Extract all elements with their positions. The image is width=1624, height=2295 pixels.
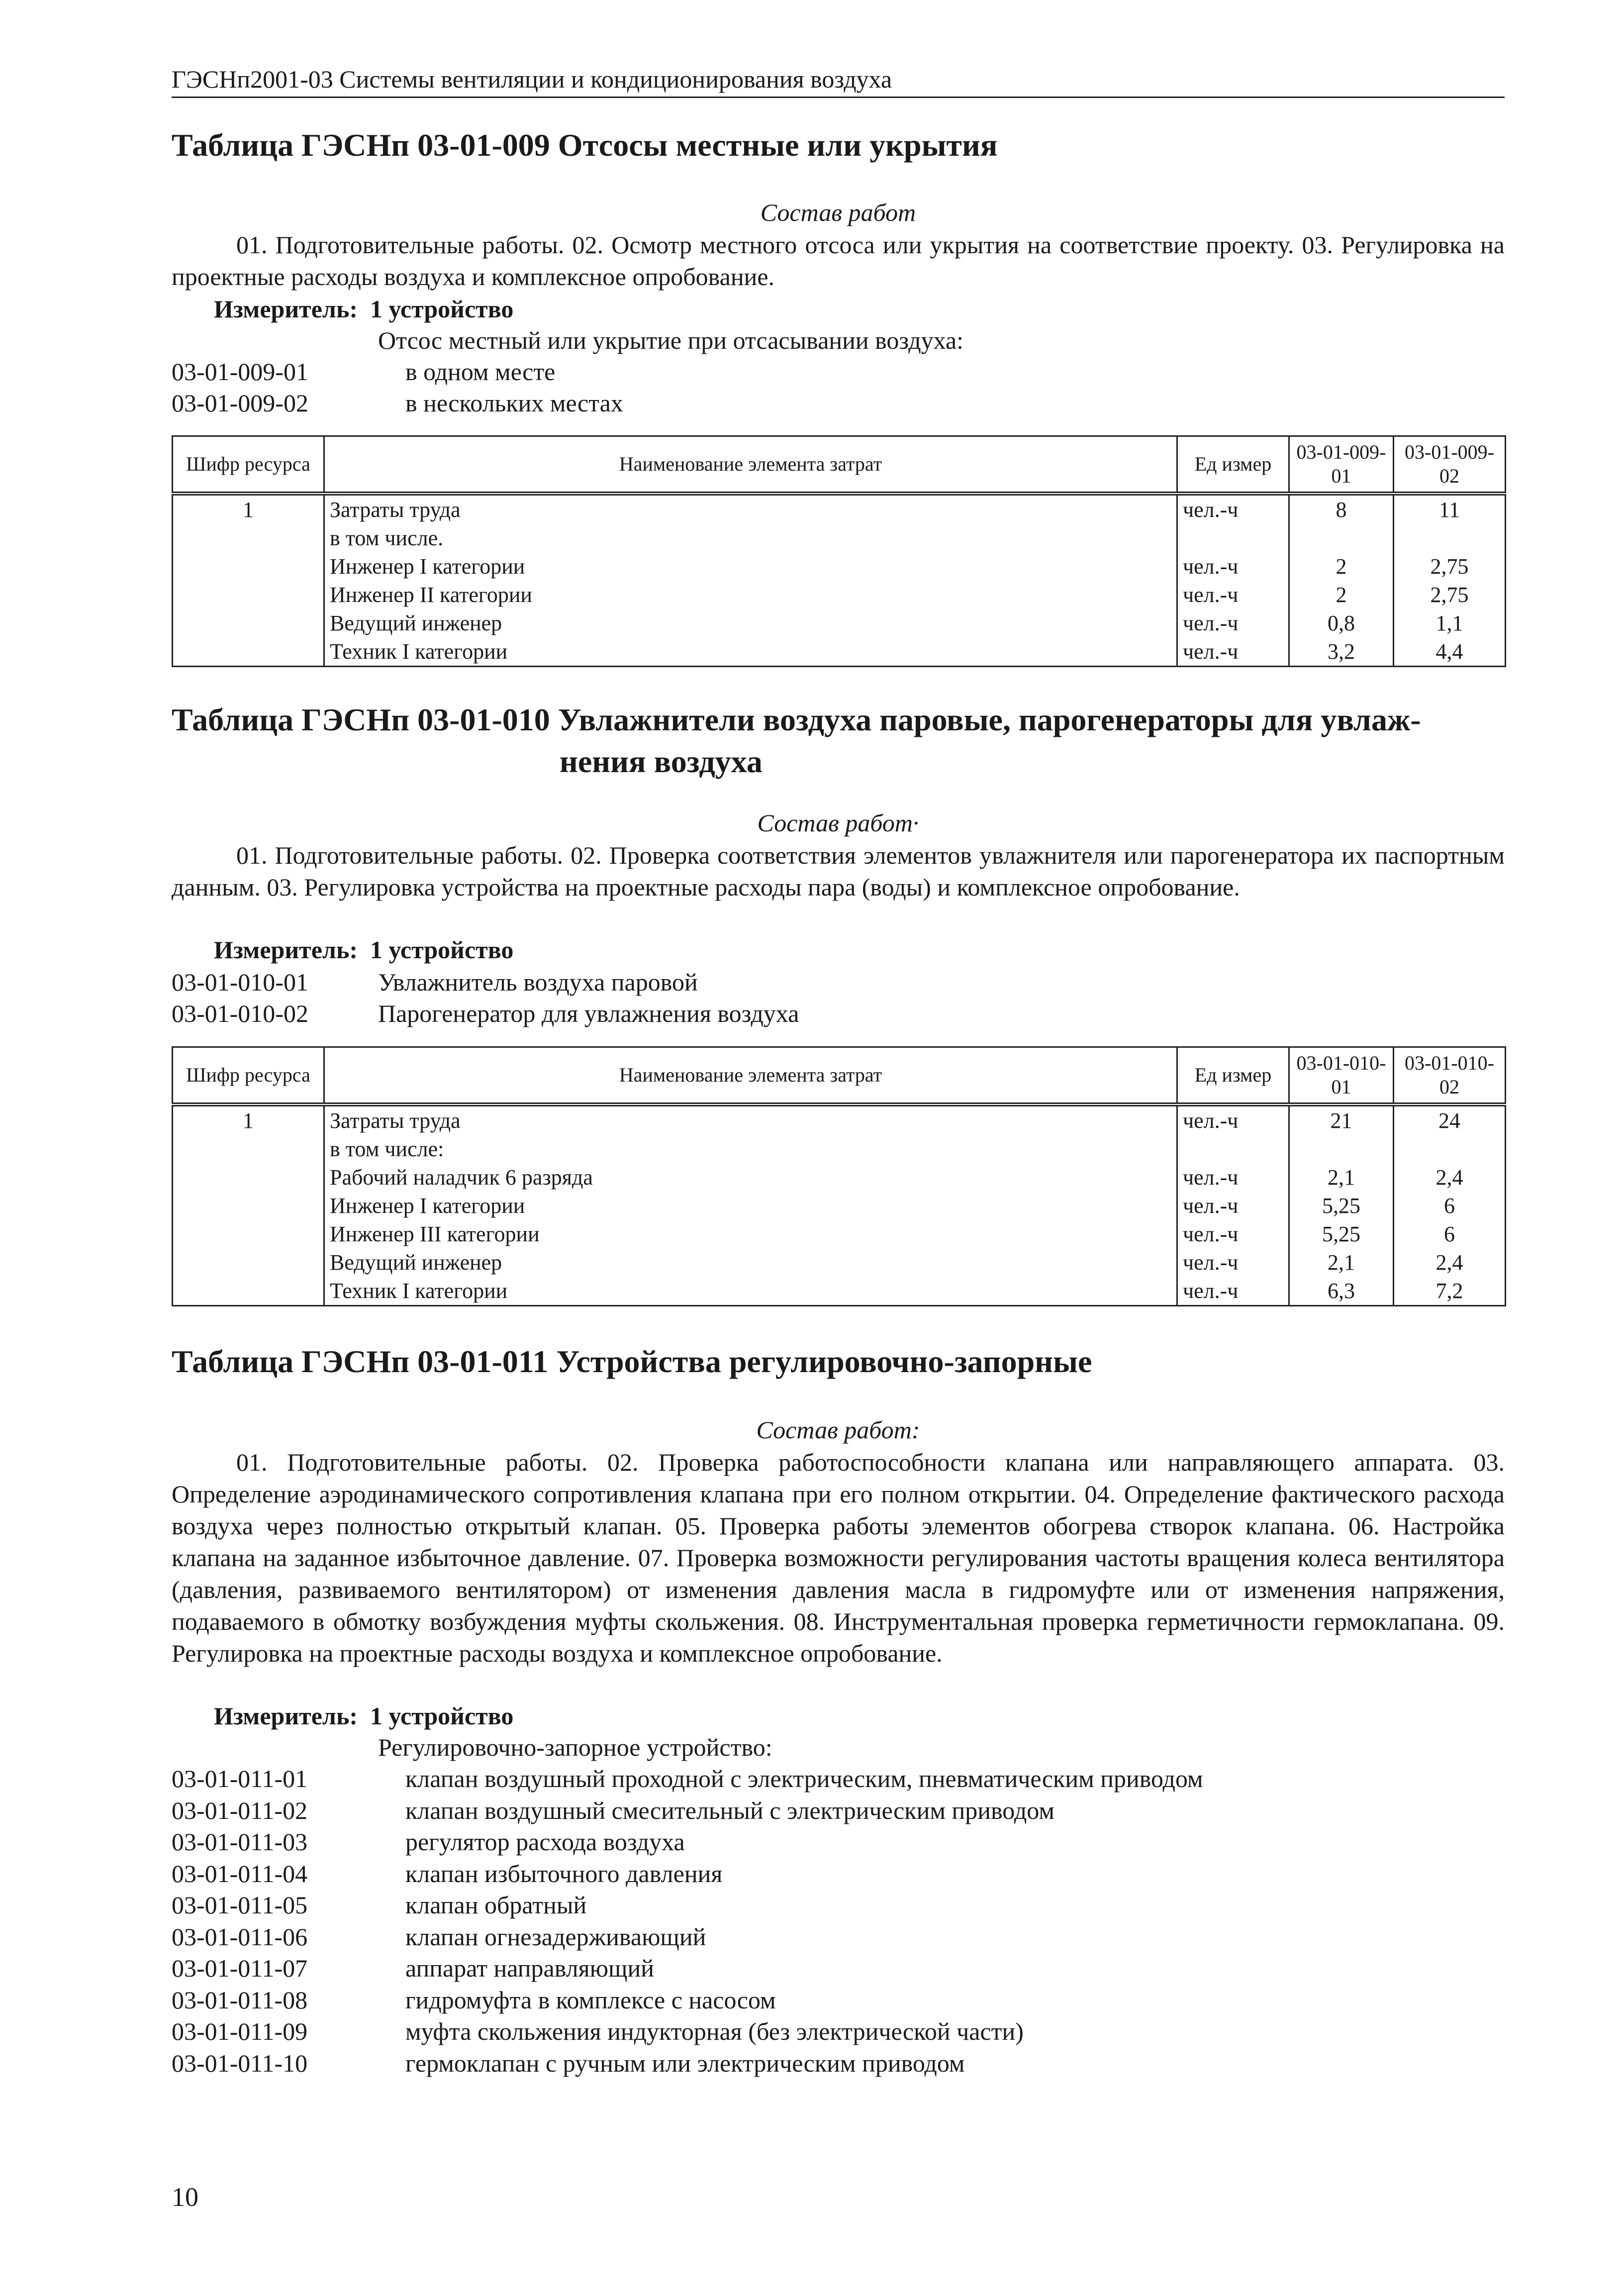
col-name-header: Наименование элемента затрат <box>324 436 1177 494</box>
table-row <box>173 581 1506 609</box>
rate-1-cell <box>1289 1135 1394 1163</box>
resource-name-cell: Ведущий инженер <box>324 1248 1177 1277</box>
col-rate-2-header: 03-01-009-02 <box>1394 436 1506 494</box>
table-010-title <box>172 699 1515 783</box>
item-code: 03-01-011-09 <box>172 2017 308 2045</box>
unit-cell: чел.-ч <box>1177 1163 1289 1192</box>
item-code: 03-01-011-02 <box>172 1796 308 1824</box>
rate-2-cell: 7,2 <box>1394 1277 1506 1306</box>
measure-value: 1 устройство <box>370 1702 514 1730</box>
table-header-row <box>173 1047 1506 1105</box>
resource-code-cell: 1 <box>173 494 324 524</box>
unit-cell: чел.-ч <box>1177 494 1289 524</box>
resource-name-cell: Инженер II категории <box>324 581 1177 609</box>
resource-name-cell: в том числе. <box>324 524 1177 552</box>
col-name-header: Наименование элемента затрат <box>324 1047 1177 1105</box>
rate-1-cell: 5,25 <box>1289 1220 1394 1248</box>
unit-cell <box>1177 524 1289 552</box>
rate-2-cell: 2,4 <box>1394 1163 1506 1192</box>
items-intro: Отсос местный или укрытие при отсасывании воздуха: <box>378 326 964 354</box>
resource-code-cell: 1 <box>173 1104 324 1135</box>
unit-cell <box>1177 1135 1289 1163</box>
item-description: регулятор расхода воздуха <box>405 1828 685 1856</box>
resource-name-cell: Техник I категории <box>324 637 1177 667</box>
resource-name-cell: Инженер I категории <box>324 1192 1177 1220</box>
page-number: 10 <box>172 2182 198 2212</box>
resource-code-cell <box>173 581 324 609</box>
table-row <box>173 637 1506 667</box>
resource-code-cell <box>173 1192 324 1220</box>
item-code: 03-01-011-10 <box>172 2049 308 2077</box>
unit-cell: чел.-ч <box>1177 1277 1289 1306</box>
table-row <box>173 1277 1506 1306</box>
item-code: 03-01-011-05 <box>172 1891 308 1919</box>
works-paragraph: 01. Подготовительные работы. 02. Проверка соответствия элементов увлажнителя или парогенератора их паспортным данным. 03. Регулировка устройства на проектные расходы пара (воды) и комплексное опробование. <box>172 841 1505 901</box>
table-row <box>173 1248 1506 1277</box>
resource-name-cell: Инженер III категории <box>324 1220 1177 1248</box>
item-description: в нескольких местах <box>405 389 623 417</box>
col-code-header: Шифр ресурса <box>173 436 324 494</box>
col-code-header: Шифр ресурса <box>173 1047 324 1105</box>
resource-code-cell <box>173 1163 324 1192</box>
table-row <box>173 494 1506 524</box>
resource-code-cell <box>173 1135 324 1163</box>
rate-1-cell: 5,25 <box>1289 1192 1394 1220</box>
rate-1-cell: 6,3 <box>1289 1277 1394 1306</box>
rate-2-cell <box>1394 1135 1506 1163</box>
rate-1-cell: 21 <box>1289 1104 1394 1135</box>
col-rate-2-header: 03-01-010-02 <box>1394 1047 1506 1105</box>
composition-heading: Состав работ <box>760 199 916 226</box>
rate-2-cell: 11 <box>1394 494 1506 524</box>
rate-1-cell: 8 <box>1289 494 1394 524</box>
item-code: 03-01-011-08 <box>172 1986 308 2014</box>
rate-2-cell: 6 <box>1394 1192 1506 1220</box>
table-010-title-line2: нения воздуха <box>560 744 763 779</box>
resource-code-cell <box>173 1220 324 1248</box>
resource-code-cell <box>173 609 324 637</box>
rate-1-cell: 0,8 <box>1289 609 1394 637</box>
resource-name-cell: Инженер I категории <box>324 552 1177 581</box>
measure-line <box>214 1701 513 1730</box>
item-description: клапан избыточного давления <box>405 1859 723 1888</box>
table-row <box>173 1104 1506 1135</box>
table-010-title-line1: Таблица ГЭСНп 03-01-010 Увлажнители воздуха паровые, парогенераторы для увлаж- <box>172 702 1421 737</box>
item-code: 03-01-011-06 <box>172 1922 308 1951</box>
measure-line <box>214 935 513 964</box>
unit-cell: чел.-ч <box>1177 1104 1289 1135</box>
item-code: 03-01-011-03 <box>172 1828 308 1856</box>
table-row <box>173 1192 1506 1220</box>
item-description: клапан воздушный смесительный с электрическим приводом <box>405 1796 1054 1824</box>
item-description: клапан огнезадерживающий <box>405 1922 706 1951</box>
resource-name-cell: Техник I категории <box>324 1277 1177 1306</box>
resource-name-cell: Затраты труда <box>324 494 1177 524</box>
measure-label: Измеритель: <box>214 295 358 323</box>
item-code: 03-01-009-02 <box>172 389 308 417</box>
item-description: Увлажнитель воздуха паровой <box>378 968 698 996</box>
table-row <box>173 1220 1506 1248</box>
unit-cell: чел.-ч <box>1177 581 1289 609</box>
item-code: 03-01-010-01 <box>172 968 308 996</box>
unit-cell: чел.-ч <box>1177 1220 1289 1248</box>
rate-1-cell: 2 <box>1289 581 1394 609</box>
resource-name-cell: Ведущий инженер <box>324 609 1177 637</box>
resource-code-cell <box>173 524 324 552</box>
measure-label: Измеритель: <box>214 936 358 964</box>
table-row <box>173 1163 1506 1192</box>
rate-2-cell <box>1394 524 1506 552</box>
rate-1-cell: 3,2 <box>1289 637 1394 667</box>
resource-code-cell <box>173 1248 324 1277</box>
items-intro: Регулировочно-запорное устройство: <box>378 1733 772 1761</box>
measure-label: Измеритель: <box>214 1702 358 1730</box>
resource-name-cell: в том числе: <box>324 1135 1177 1163</box>
item-description: в одном месте <box>405 358 556 386</box>
item-code: 03-01-011-07 <box>172 1954 308 1982</box>
unit-cell: чел.-ч <box>1177 637 1289 667</box>
resource-code-cell <box>173 637 324 667</box>
measure-value: 1 устройство <box>370 936 514 964</box>
rate-1-cell: 2,1 <box>1289 1248 1394 1277</box>
unit-cell: чел.-ч <box>1177 552 1289 581</box>
running-header: ГЭСНп2001-03 Системы вентиляции и кондиционирования воздуха <box>172 65 1505 98</box>
item-description: гидромуфта в комплексе с насосом <box>405 1986 776 2014</box>
table-header-row <box>173 436 1506 494</box>
rate-2-cell: 2,4 <box>1394 1248 1506 1277</box>
resource-name-cell: Затраты труда <box>324 1104 1177 1135</box>
rate-2-cell: 6 <box>1394 1220 1506 1248</box>
item-description: гермоклапан с ручным или электрическим приводом <box>405 2049 965 2077</box>
table-row <box>173 1135 1506 1163</box>
item-description: Парогенератор для увлажнения воздуха <box>378 999 799 1027</box>
resource-code-cell <box>173 1277 324 1306</box>
item-code: 03-01-011-04 <box>172 1859 308 1888</box>
rate-1-cell: 2,1 <box>1289 1163 1394 1192</box>
resource-table-010 <box>172 1046 1506 1306</box>
item-code: 03-01-011-01 <box>172 1765 308 1793</box>
item-description: клапан обратный <box>405 1891 587 1919</box>
rate-1-cell <box>1289 524 1394 552</box>
item-description: аппарат направляющий <box>405 1954 654 1982</box>
col-unit-header: Ед измер <box>1177 436 1289 494</box>
works-paragraph: 01. Подготовительные работы. 02. Проверка работоспособности клапана или направляющего аппарата. 03. Определение аэродинамического сопротивления клапана при его полном открытии. 04. Определение фактического расхода воздуха через полностью открытый клапан. 05. Проверка работы элементов обогрева створок клапана. 06. Настройка клапана на заданное избыточное давление. 07. Проверка возможности регулирования частоты вращения колеса вентилятора (давления, развиваемого вентилятором) от изменения давления масла в гидромуфте или от изменения напряжения, подаваемого в обмотку возбуждения муфты скольжения. 08. Инструментальная проверка герметичности гермоклапана. 09. Регулировка на проектные расходы воздуха и комплексное опробование. <box>172 1448 1505 1667</box>
table-011-title: Таблица ГЭСНп 03-01-011 Устройства регулировочно-запорные <box>172 1344 1092 1379</box>
rate-2-cell: 4,4 <box>1394 637 1506 667</box>
table-009-title: Таблица ГЭСНп 03-01-009 Отсосы местные или укрытия <box>172 127 998 163</box>
item-code: 03-01-009-01 <box>172 358 308 386</box>
measure-value: 1 устройство <box>370 295 514 323</box>
composition-heading: Состав работ: <box>756 1416 920 1444</box>
table-row <box>173 524 1506 552</box>
measure-line <box>214 295 513 323</box>
unit-cell: чел.-ч <box>1177 609 1289 637</box>
rate-2-cell: 2,75 <box>1394 581 1506 609</box>
rate-2-cell: 24 <box>1394 1104 1506 1135</box>
col-unit-header: Ед измер <box>1177 1047 1289 1105</box>
composition-heading: Состав работ· <box>757 809 919 837</box>
unit-cell: чел.-ч <box>1177 1248 1289 1277</box>
col-rate-1-header: 03-01-010-01 <box>1289 1047 1394 1105</box>
table-row <box>173 609 1506 637</box>
rate-2-cell: 2,75 <box>1394 552 1506 581</box>
item-code: 03-01-010-02 <box>172 999 308 1027</box>
works-paragraph: 01. Подготовительные работы. 02. Осмотр местного отсоса или укрытия на соответствие проекту. 03. Регулировка на проектные расходы воздуха и комплексное опробование. <box>172 231 1505 291</box>
rate-1-cell: 2 <box>1289 552 1394 581</box>
resource-table-009 <box>172 435 1506 667</box>
item-description: муфта скольжения индукторная (без электрической части) <box>405 2017 1024 2045</box>
resource-code-cell <box>173 552 324 581</box>
resource-name-cell: Рабочий наладчик 6 разряда <box>324 1163 1177 1192</box>
rate-2-cell: 1,1 <box>1394 609 1506 637</box>
item-description: клапан воздушный проходной с электрическим, пневматическим приводом <box>405 1765 1203 1793</box>
col-rate-1-header: 03-01-009-01 <box>1289 436 1394 494</box>
table-row <box>173 552 1506 581</box>
unit-cell: чел.-ч <box>1177 1192 1289 1220</box>
